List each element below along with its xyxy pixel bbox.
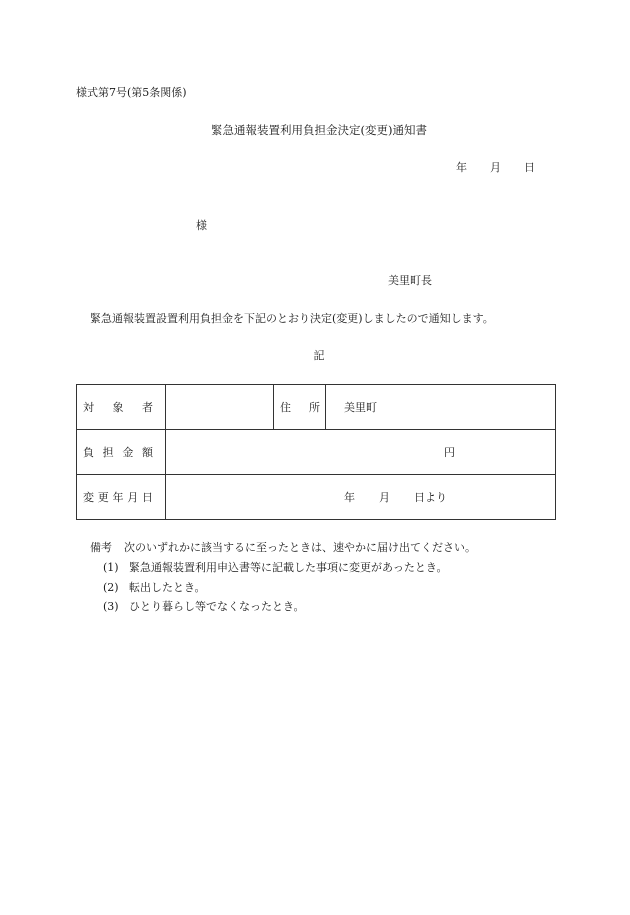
change-date-label-char: 月 xyxy=(127,491,139,504)
target-label-cell xyxy=(77,385,166,430)
change-date-label-char: 日 xyxy=(142,491,153,504)
change-date-day: 日より xyxy=(414,491,447,504)
date-day-label: 日 xyxy=(524,161,535,174)
change-date-label-char: 更 xyxy=(97,491,109,504)
address-label-char: 所 xyxy=(309,401,320,414)
issue-date xyxy=(456,162,535,173)
remarks-intro xyxy=(90,542,476,553)
address-value: 美里町 xyxy=(344,401,377,414)
change-date-label-cell xyxy=(77,475,166,520)
document-title: 緊急通報装置利用負担金決定(変更)通知書 xyxy=(211,123,427,137)
target-label-char: 者 xyxy=(142,401,153,414)
change-date-month: 月 xyxy=(379,491,390,504)
change-date-year: 年 xyxy=(344,491,355,504)
remarks-item-number: (2) xyxy=(103,581,119,594)
table-row-change-date xyxy=(77,475,556,520)
table-row-amount xyxy=(77,430,556,475)
date-month-label: 月 xyxy=(490,161,501,174)
date-year-label: 年 xyxy=(456,161,467,174)
table-row-target xyxy=(77,385,556,430)
change-date-value-cell[interactable] xyxy=(166,475,556,520)
address-label-cell xyxy=(274,385,326,430)
change-date-label-char: 変 xyxy=(83,491,94,504)
address-value-cell[interactable] xyxy=(326,385,556,430)
remarks-item-text: 緊急通報装置利用申込書等に記載した事項に変更があったとき。 xyxy=(129,561,448,574)
remarks-item-number: (3) xyxy=(103,600,119,613)
remarks-item xyxy=(103,562,447,573)
remarks-item-text: ひとり暮らし等でなくなったとき。 xyxy=(129,600,305,613)
target-label-char: 対 xyxy=(83,401,94,414)
amount-label-cell xyxy=(77,430,166,475)
target-value-cell[interactable] xyxy=(166,385,274,430)
amount-value-cell[interactable] xyxy=(166,430,556,475)
issuer-name: 美里町長 xyxy=(388,274,432,287)
remarks-intro-text: 次のいずれかに該当するに至ったときは、速やかに届け出てください。 xyxy=(124,541,476,554)
target-label-char: 象 xyxy=(112,401,124,414)
remarks-item-text: 転出したとき。 xyxy=(129,581,206,594)
remarks-heading: 備考 xyxy=(90,541,112,554)
amount-unit: 円 xyxy=(444,446,455,459)
ki-heading: 記 xyxy=(313,349,325,362)
amount-label-char: 負 xyxy=(83,446,94,459)
address-label-char: 住 xyxy=(280,401,291,414)
remarks-item xyxy=(103,601,305,612)
amount-label-char: 担 xyxy=(102,446,114,459)
remarks-item xyxy=(103,582,206,593)
remarks-item-number: (1) xyxy=(103,561,119,574)
addressee-suffix: 様 xyxy=(196,219,207,232)
amount-label-char: 金 xyxy=(122,446,134,459)
record-table xyxy=(76,384,556,520)
change-date-label-char: 年 xyxy=(112,491,124,504)
form-number: 様式第7号(第5条関係) xyxy=(76,86,187,99)
amount-label-char: 額 xyxy=(141,446,153,459)
notice-body: 緊急通報装置設置利用負担金を下記のとおり決定(変更)しましたので通知します。 xyxy=(90,312,494,325)
